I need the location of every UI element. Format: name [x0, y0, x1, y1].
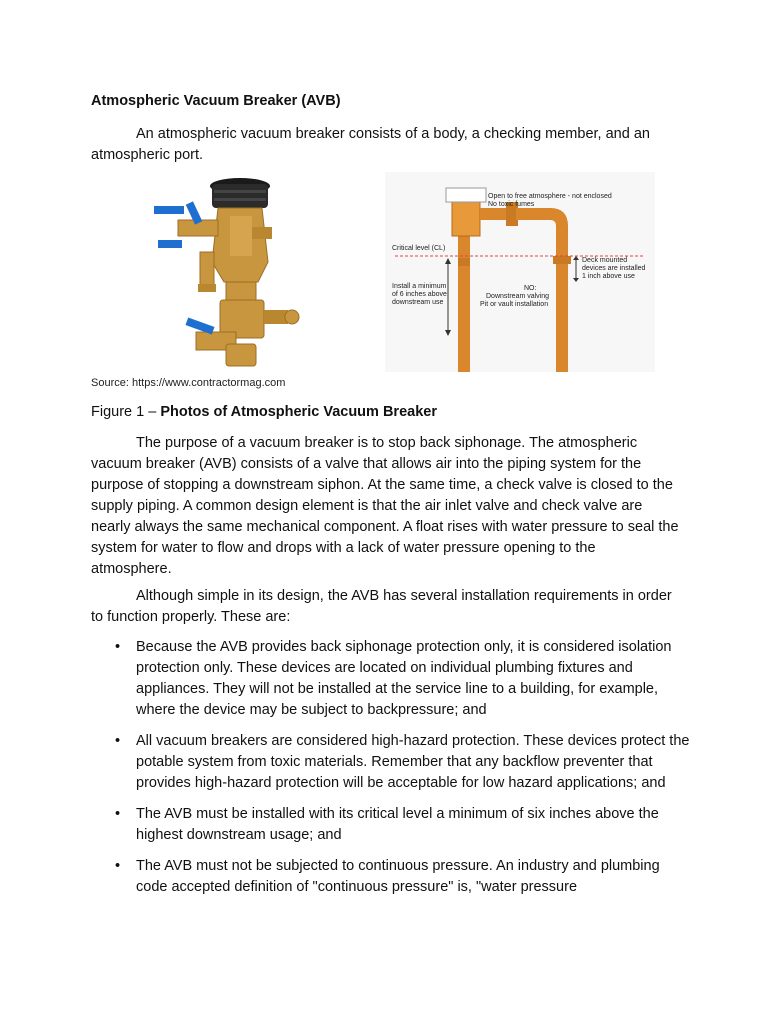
list-item: • All vacuum breakers are considered high-hazard protection. These devices protect the potable system from toxic materials. Remember that any backflow preventer that provides high-hazard protection will be acceptable for low hazard applications; and: [115, 733, 690, 791]
label-no-valving: Downstream valving: [486, 293, 550, 300]
label-deck-1: Deck mounted: [582, 257, 628, 264]
label-open-atmosphere: Open to free atmosphere - not enclosed: [488, 193, 612, 200]
caption-title: Photos of Atmospheric Vacuum Breaker: [160, 404, 437, 420]
label-install-1: Install a minimum: [392, 283, 447, 290]
intro-text: An atmospheric vacuum breaker consists of a body, a checking member, and an atmospheric port.: [91, 126, 650, 163]
bullet-icon: •: [115, 639, 121, 655]
avb-photo: [154, 178, 299, 366]
avb-figure: [140, 172, 660, 372]
list-item: • The AVB must be installed with its critical level a minimum of six inches above the highest downstream usage; and: [115, 806, 659, 843]
requirements-paragraph: [91, 586, 679, 628]
intro-paragraph: [91, 124, 679, 166]
label-deck-2: devices are installed: [582, 265, 646, 272]
purpose-paragraph: [91, 433, 679, 580]
bullet-icon: •: [115, 733, 121, 749]
figure-caption: [91, 404, 437, 420]
list-item: • Because the AVB provides back siphonage protection only, it is considered isolation protection only. These devices are located on individual plumbing fixtures and appliances. They will not be installed at the service line to a building, for example, where the device may be subject to backpressure; and: [115, 639, 672, 718]
label-no-fumes: No toxic fumes: [488, 201, 535, 208]
label-deck-3: 1 inch above use: [582, 273, 635, 280]
list-item: • The AVB must not be subjected to continuous pressure. An industry and plumbing code accepted definition of "continuous pressure" is, "water pressure: [115, 858, 660, 895]
label-install-3: downstream use: [392, 299, 444, 306]
label-install-2: of 6 inches above: [392, 291, 447, 298]
requirements-list: [91, 637, 691, 908]
requirements-text: Although simple in its design, the AVB has several installation requirements in order to function properly. These are:: [91, 588, 672, 625]
avb-installation-diagram: [385, 172, 655, 372]
purpose-text: The purpose of a vacuum breaker is to stop back siphonage. The atmospheric vacuum breaker (AVB) consists of a valve that allows air into the piping system for the purpose of stopping a downstream siphon. At the same time, a check valve is closed to the supply piping. A common design element is that the air inlet valve and check valve are nearly always the same mechanical component. A float rises with water pressure to seal the system for water to flow and drops with a lack of water pressure opening to the atmosphere.: [91, 435, 679, 577]
label-no-pit: Pit or vault installation: [480, 301, 549, 308]
label-no: NO:: [524, 285, 537, 292]
caption-prefix: Figure 1 –: [91, 404, 161, 420]
label-critical-level: Critical level (CL): [392, 245, 446, 252]
bullet-icon: •: [115, 806, 121, 822]
image-source: Source: https://www.contractormag.com: [91, 377, 286, 389]
section-heading: Atmospheric Vacuum Breaker (AVB): [91, 93, 341, 109]
bullet-icon: •: [115, 858, 121, 874]
